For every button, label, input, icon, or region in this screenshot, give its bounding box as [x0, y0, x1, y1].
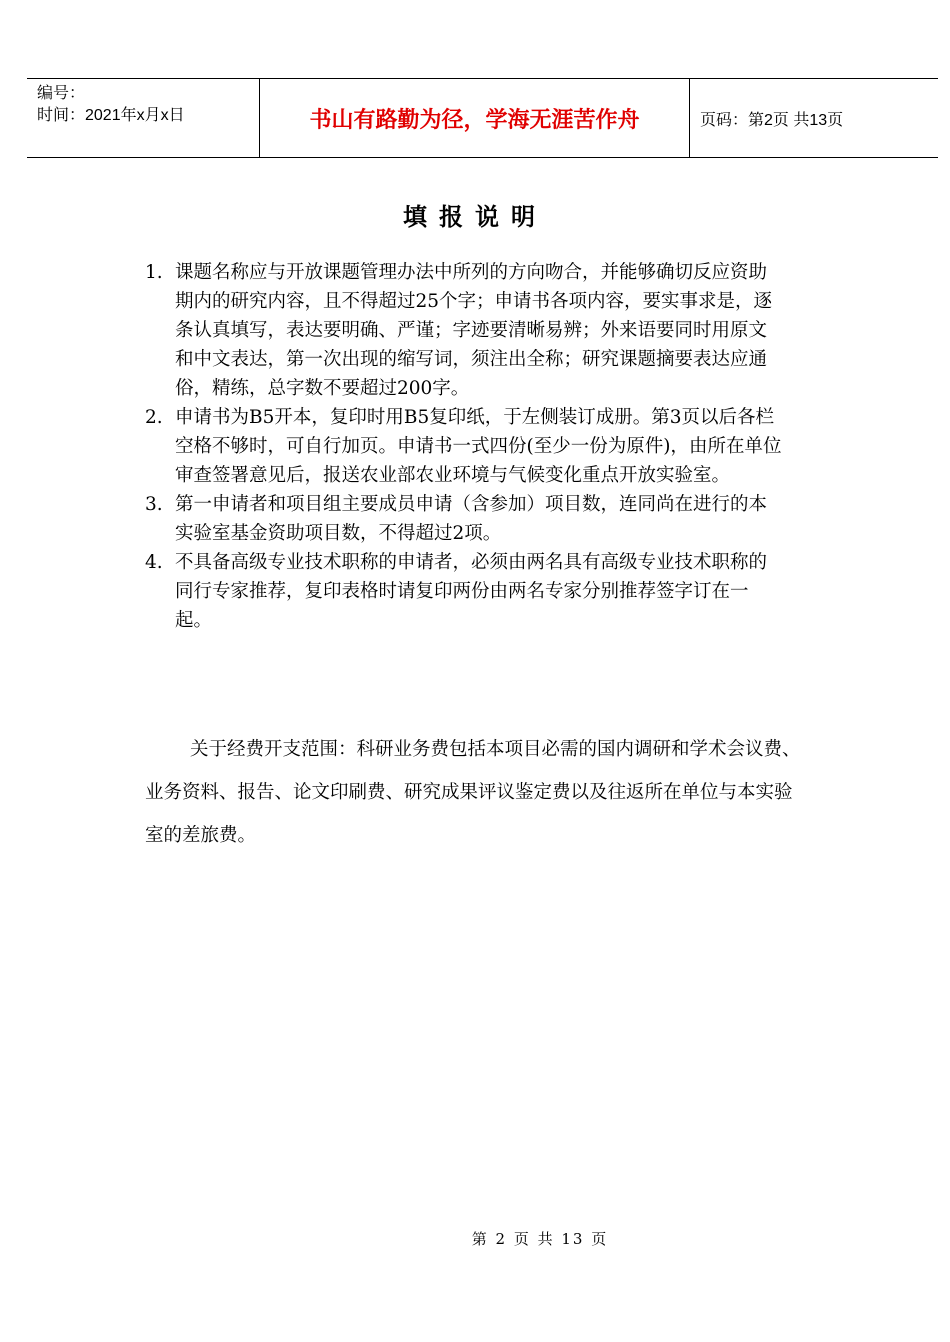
item-number: 3. [145, 494, 163, 515]
instruction-list [145, 258, 785, 635]
time-label: 时间：2021年x月x日 [37, 107, 185, 124]
list-item [145, 403, 785, 490]
item-text: 申请书为B5开本，复印时用B5复印纸，于左侧装订成册。第3页以后各栏空格不够时，可自行加页。申请书一式四份(至少一份为原件)，由所在单位审查签署意见后，报送农业部农业环境与气候变化重点开放实验室。 [175, 407, 782, 486]
funding-note: 关于经费开支范围：科研业务费包括本项目必需的国内调研和学术会议费、业务资料、报告、论文印刷费、研究成果评议鉴定费以及往返所在单位与本实验室的差旅费。 [145, 739, 801, 846]
header-motto: 书山有路勤为径，学海无涯苦作舟 [260, 79, 690, 157]
list-item [145, 490, 785, 548]
page-title: 填报说明 [403, 203, 547, 231]
item-text: 不具备高级专业技术职称的申请者，必须由两名具有高级专业技术职称的同行专家推荐，复印表格时请复印两份由两名专家分别推荐签字订在一起。 [175, 552, 768, 631]
header-meta-cell [27, 79, 260, 157]
list-item [145, 258, 785, 403]
page-footer: 第 2 页 共 13 页 [471, 1230, 609, 1248]
list-item [145, 548, 785, 635]
serial-label: 编号： [37, 85, 86, 102]
item-number: 1. [145, 262, 163, 283]
header-page-info: 页码：第2页 共13页 [700, 111, 844, 129]
item-text: 课题名称应与开放课题管理办法中所列的方向吻合，并能够确切反应资助期内的研究内容，且不得超过25个字；申请书各项内容，要实事求是，逐条认真填写，表达要明确、严谨；字迹要清晰易辨；外来语要同时用原文和中文表达，第一次出现的缩写词，须注出全称；研究课题摘要表达应通俗，精练，总字数不要超过200字。 [175, 262, 773, 399]
header-table [27, 78, 938, 158]
item-number: 2. [145, 407, 163, 428]
item-number: 4. [145, 552, 163, 573]
item-text: 第一申请者和项目组主要成员申请（含参加）项目数，连同尚在进行的本实验室基金资助项目数，不得超过2项。 [175, 494, 768, 544]
